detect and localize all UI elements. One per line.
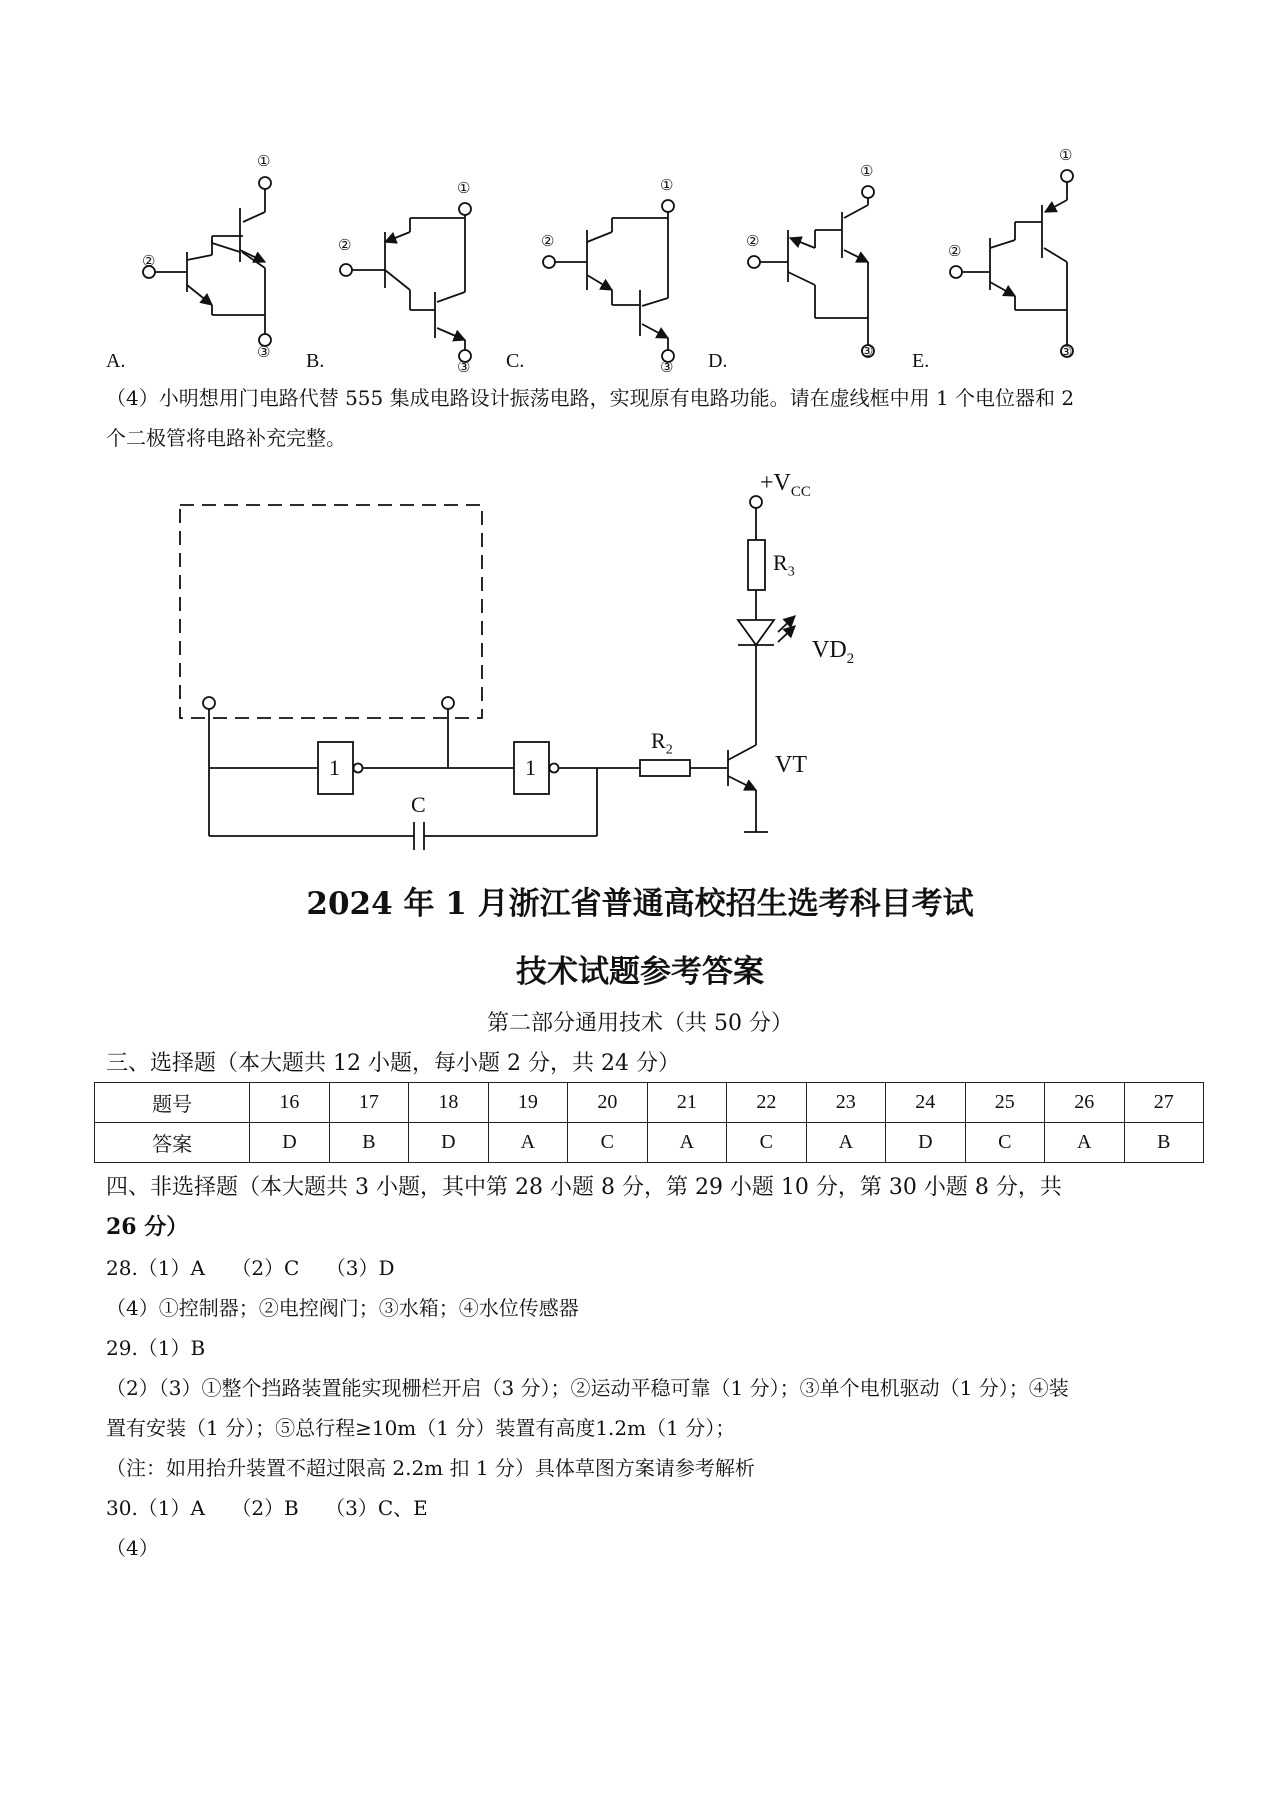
table-cell: 23 — [806, 1083, 885, 1123]
answer-title: 2024 年 1 月浙江省普通高校招生选考科目考试 — [306, 886, 974, 922]
table-row-numbers — [95, 1083, 1204, 1123]
pin-label-d-2: ② — [746, 234, 760, 250]
r3-resistor — [748, 540, 765, 590]
answer-q29-line-1: 29.（1）B — [106, 1336, 206, 1360]
option-e-symbol — [950, 170, 1073, 357]
table-cell: D — [409, 1123, 488, 1163]
option-a-symbol — [143, 177, 271, 346]
vd2-label-sub: 2 — [846, 650, 855, 667]
part-heading: 第二部分通用技术（共 50 分） — [487, 1011, 793, 1036]
table-cell: 25 — [965, 1083, 1044, 1123]
vcc-label — [760, 470, 811, 501]
transistor-options-figure — [0, 140, 1280, 380]
table-cell: A — [806, 1123, 885, 1163]
option-c-label: C. — [506, 350, 525, 372]
section-4-heading-line-2: 26 分） — [106, 1214, 189, 1240]
table-cell: C — [965, 1123, 1044, 1163]
table-cell: B — [1124, 1123, 1204, 1163]
r2-label-main: R — [651, 728, 666, 753]
option-c-symbol — [543, 200, 674, 362]
table-cell: 27 — [1124, 1083, 1204, 1123]
vd2-label-main: VD — [812, 637, 847, 663]
table-cell: D — [886, 1123, 965, 1163]
vcc-label-sub: CC — [790, 483, 811, 500]
pin-label-e-3: ③ — [1059, 345, 1073, 361]
pin-label-b-2: ② — [338, 238, 352, 254]
option-b-label: B. — [306, 350, 325, 372]
option-d-symbol — [748, 186, 874, 357]
pin-label-a-1: ① — [257, 154, 271, 170]
answer-subtitle: 技术试题参考答案 — [516, 954, 764, 990]
answer-table — [94, 1082, 1204, 1163]
table-cell: B — [329, 1123, 408, 1163]
table-cell: 20 — [568, 1083, 647, 1123]
pin-label-e-1: ① — [1059, 148, 1073, 164]
pin-label-c-1: ① — [660, 178, 674, 194]
answer-q29-line-2: （2）（3）①整个挡路装置能实现栅栏开启（3 分）；②运动平稳可靠（1 分）；③单个电机驱动（1 分）；④装 — [106, 1376, 1069, 1400]
option-d-label: D. — [708, 350, 728, 372]
r2-label — [651, 728, 673, 758]
r3-label-sub: 3 — [787, 564, 795, 580]
option-a-label: A. — [106, 350, 126, 372]
table-cell: D — [250, 1123, 329, 1163]
pin-label-a-3: ③ — [257, 345, 271, 361]
vcc-label-main: +V — [760, 470, 791, 496]
question-4-line-2: 个二极管将电路补充完整。 — [106, 426, 346, 450]
pin-label-b-1: ① — [457, 181, 471, 197]
question-4-line-1: （4）小明想用门电路代替 555 集成电路设计振荡电路，实现原有电路功能。请在虚线框中用 1 个电位器和 2 — [106, 386, 1075, 410]
table-cell: C — [568, 1123, 647, 1163]
vd2-label — [812, 637, 854, 668]
section-4-heading-line-1: 四、非选择题（本大题共 3 小题，其中第 28 小题 8 分，第 29 小题 10 分，第 30 小题 8 分，共 — [106, 1175, 1062, 1200]
answer-q30-line-1: 30.（1）A （2）B （3）C、E — [106, 1496, 428, 1520]
answer-q30-line-2: （4） — [106, 1536, 159, 1560]
pin-label-e-2: ② — [948, 244, 962, 260]
r2-label-sub: 2 — [665, 742, 673, 758]
table-cell: A — [647, 1123, 726, 1163]
r3-label-main: R — [773, 550, 788, 575]
table-cell: 24 — [886, 1083, 965, 1123]
oscillator-circuit-figure — [0, 460, 1280, 860]
pin-label-c-3: ③ — [660, 360, 674, 376]
table-header-answer: 答案 — [95, 1123, 250, 1163]
table-cell: 21 — [647, 1083, 726, 1123]
answer-q28-line-1: 28.（1）A （2）C （3）D — [106, 1256, 395, 1280]
gate-2-label: 1 — [525, 755, 536, 780]
r3-label — [773, 550, 795, 580]
vt-label: VT — [775, 752, 807, 778]
table-header-number: 题号 — [95, 1083, 250, 1123]
pin-label-d-1: ① — [860, 164, 874, 180]
pin-label-c-2: ② — [541, 234, 555, 250]
table-cell: 26 — [1045, 1083, 1124, 1123]
table-cell: 17 — [329, 1083, 408, 1123]
pin-label-a-2: ② — [142, 254, 156, 270]
table-cell: 19 — [488, 1083, 567, 1123]
table-cell: C — [727, 1123, 806, 1163]
r2-resistor — [640, 760, 690, 776]
answer-q29-line-3: 置有安装（1 分）；⑤总行程≥10m（1 分）装置有高度1.2m（1 分）； — [106, 1416, 736, 1440]
option-b-symbol — [340, 203, 471, 362]
section-3-heading: 三、选择题（本大题共 12 小题，每小题 2 分，共 24 分） — [106, 1051, 680, 1076]
table-cell: A — [1045, 1123, 1124, 1163]
table-cell: 18 — [409, 1083, 488, 1123]
pin-label-b-3: ③ — [457, 360, 471, 376]
gate-1-label: 1 — [329, 755, 340, 780]
table-cell: A — [488, 1123, 567, 1163]
table-row-answers — [95, 1123, 1204, 1163]
table-cell: 22 — [727, 1083, 806, 1123]
capacitor-label: C — [411, 792, 426, 817]
table-cell: 16 — [250, 1083, 329, 1123]
answer-q28-line-2: （4）①控制器；②电控阀门；③水箱；④水位传感器 — [106, 1296, 579, 1320]
dashed-design-box — [180, 505, 482, 718]
option-e-label: E. — [912, 350, 930, 372]
pin-label-d-3: ③ — [860, 344, 874, 360]
answer-q29-line-4: （注：如用抬升装置不超过限高 2.2m 扣 1 分）具体草图方案请参考解析 — [106, 1456, 755, 1480]
